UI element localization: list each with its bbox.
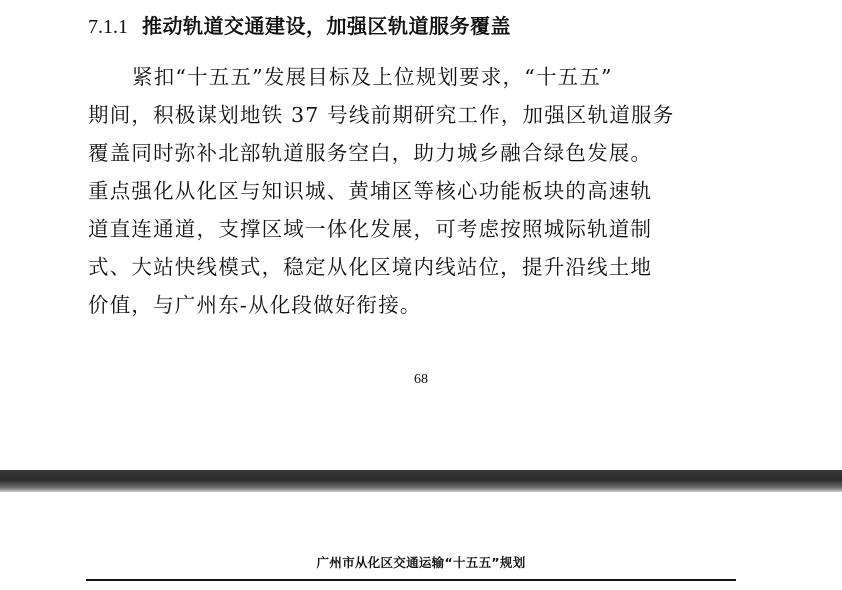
section-heading: [88, 12, 511, 41]
header-rule: [86, 579, 736, 581]
paragraph-line: 道直连通道，支撑区域一体化发展，可考虑按照城际轨道制: [88, 217, 653, 241]
running-header: 广州市从化区交通运输“十五五”规划: [316, 555, 526, 570]
section-title: 推动轨道交通建设，加强区轨道服务覆盖: [142, 14, 511, 38]
paragraph-line: 紧扣“十五五”发展目标及上位规划要求，“十五五”: [132, 65, 613, 89]
paragraph-line: 期间，积极谋划地铁 37 号线前期研究工作，加强区轨道服务: [88, 103, 675, 127]
page-separator: [0, 470, 842, 492]
section-number: 7.1.1: [88, 16, 128, 38]
page-number: 68: [414, 372, 428, 387]
paragraph-line: 价值，与广州东-从化段做好衔接。: [88, 293, 422, 317]
paragraph-line: 式、大站快线模式，稳定从化区境内线站位，提升沿线土地: [88, 255, 653, 279]
body-paragraph: [88, 58, 748, 324]
paragraph-line: 重点强化从化区与知识城、黄埔区等核心功能板块的高速轨: [88, 179, 653, 203]
document-page-lower: [0, 492, 842, 590]
paragraph-line: 覆盖同时弥补北部轨道服务空白，助力城乡融合绿色发展。: [88, 141, 653, 165]
